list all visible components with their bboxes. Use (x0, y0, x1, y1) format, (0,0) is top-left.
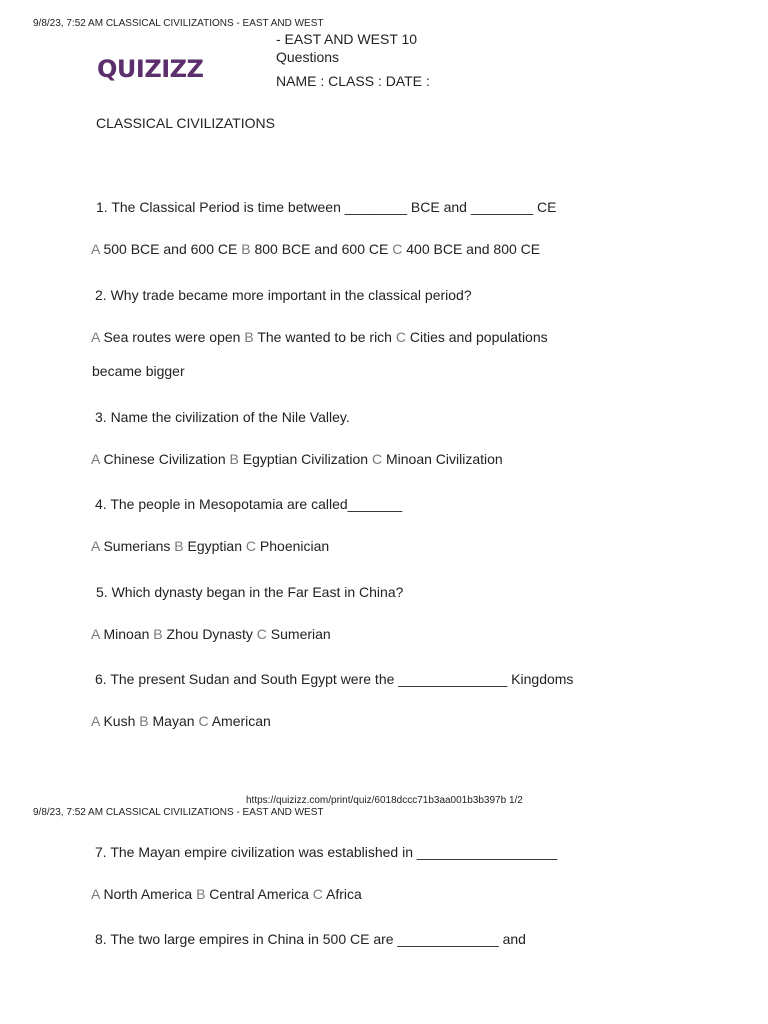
option-letter: A (91, 626, 100, 642)
option-text: 800 BCE and 600 CE (254, 241, 389, 257)
quizizz-logo (97, 55, 203, 83)
option-row (91, 538, 329, 554)
section-title: CLASSICAL CIVILIZATIONS (96, 115, 275, 131)
option-letter: B (229, 451, 239, 467)
option-letter: A (91, 713, 100, 729)
option-letter: A (91, 886, 100, 902)
option-letter: C (198, 713, 209, 729)
option-row (91, 451, 503, 467)
option-letter: A (91, 538, 100, 554)
question-text: 4. The people in Mesopotamia are called_______ (95, 496, 403, 512)
option-letter: B (153, 626, 163, 642)
option-letter: C (245, 538, 257, 554)
question-text: 3. Name the civilization of the Nile Valley. (95, 409, 350, 425)
option-text: North America (103, 886, 193, 902)
print-header: 9/8/23, 7:52 AM CLASSICAL CIVILIZATIONS - EAST AND WEST (33, 807, 324, 818)
option-letter: A (91, 329, 100, 345)
question-text: 6. The present Sudan and South Egypt were the ______________ Kingdoms (95, 671, 574, 687)
option-row (91, 241, 540, 257)
option-text: Kush (103, 713, 136, 729)
option-text: Sumerians (103, 538, 171, 554)
option-letter: A (91, 451, 100, 467)
option-text: The wanted to be rich (257, 329, 392, 345)
question-text: 7. The Mayan empire civilization was established in __________________ (95, 844, 558, 860)
option-text: Cities and populations (409, 329, 548, 345)
option-text: Sumerian (270, 626, 331, 642)
question-text: 1. The Classical Period is time between ________ BCE and ________ CE (96, 199, 557, 215)
option-letter: B (241, 241, 251, 257)
option-text-continued: became bigger (92, 363, 185, 379)
option-letter: B (196, 886, 206, 902)
name-class-date: NAME : CLASS : DATE : (276, 73, 430, 89)
option-text: Africa (326, 886, 362, 902)
option-text: Egyptian Civilization (242, 451, 369, 467)
logo-text: QUIZIZZ (97, 55, 204, 83)
option-text: Chinese Civilization (103, 451, 226, 467)
option-text: 500 BCE and 600 CE (103, 241, 238, 257)
question-text: 8. The two large empires in China in 500 CE are _____________ and (95, 931, 526, 947)
option-row (91, 713, 271, 729)
option-row (91, 626, 331, 642)
option-text: Minoan Civilization (385, 451, 503, 467)
option-text: Mayan (152, 713, 195, 729)
print-header: 9/8/23, 7:52 AM CLASSICAL CIVILIZATIONS - EAST AND WEST (33, 18, 324, 29)
option-letter: C (256, 626, 267, 642)
option-row (91, 329, 548, 345)
option-text: American (211, 713, 271, 729)
option-letter: C (395, 329, 406, 345)
option-letter: B (139, 713, 149, 729)
option-text: Sea routes were open (103, 329, 241, 345)
option-letter: B (244, 329, 254, 345)
question-count: Questions (276, 49, 340, 65)
option-letter: A (91, 241, 100, 257)
option-letter: C (312, 886, 323, 902)
question-text: 2. Why trade became more important in the classical period? (95, 287, 472, 303)
option-letter: C (392, 241, 403, 257)
footer-url: https://quizizz.com/print/quiz/6018dccc71b3aa001b3b397b 1/2 (246, 795, 523, 806)
option-text: Minoan (103, 626, 150, 642)
option-text: Zhou Dynasty (166, 626, 253, 642)
option-text: 400 BCE and 800 CE (406, 241, 541, 257)
option-text: Egyptian (187, 538, 242, 554)
option-letter: C (371, 451, 383, 467)
option-text: Central America (209, 886, 309, 902)
option-letter: B (174, 538, 184, 554)
option-row (91, 886, 362, 902)
option-text: Phoenician (259, 538, 330, 554)
question-text: 5. Which dynasty began in the Far East in China? (96, 584, 404, 600)
quiz-subtitle: - EAST AND WEST 10 (276, 31, 418, 47)
